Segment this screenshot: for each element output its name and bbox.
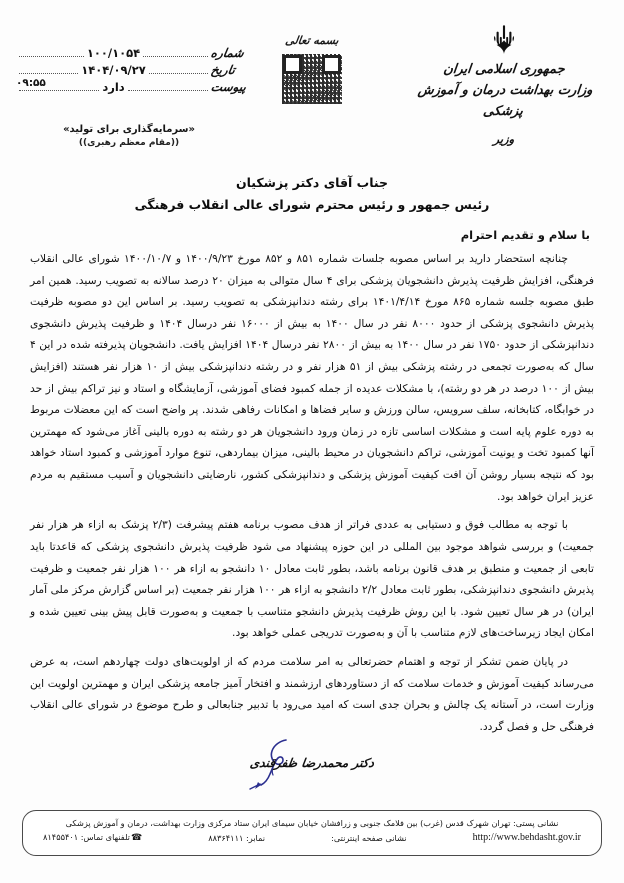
phone-number xyxy=(43,832,142,843)
website-label: نشانی صفحه اینترنتی: xyxy=(331,832,407,843)
iran-emblem-icon xyxy=(487,22,521,56)
minister-label: وزیر xyxy=(492,132,516,147)
dotted-leader xyxy=(19,48,84,57)
attachment-row xyxy=(16,80,251,94)
website-url[interactable]: http://www.behdasht.gov.ir xyxy=(472,832,581,844)
body-paragraph: در پایان ضمن تشکر از توجه و اهتمام حضرتعالی به امر سلامت مردم که از اولویت‌های دولت چهاردهم است، به عرض می‌رساند کیفیت آموزش و خدمات سلامت که از دستاوردهای ارزشمند و افتخار آمیز جامعه پزشکی ایران و مهمترین اولویت این وزارت است، در آستانه یک چالش و بحران جدی است که امید می‌رود با تدبیر جنابعالی و طرح موضوع در شورای عالی انقلاب فرهنگی حل و فصل گردد. xyxy=(30,654,594,733)
year-slogan xyxy=(34,122,224,151)
registration-number-row xyxy=(16,46,251,60)
registration-date-value: ۱۴۰۴/۰۹/۲۷ xyxy=(81,63,146,77)
republic-name: جمهوری اسلامی ایران xyxy=(442,62,566,77)
footer-contact-box xyxy=(22,810,602,856)
basmala-block xyxy=(252,34,372,105)
letterhead xyxy=(0,0,624,165)
dotted-leader xyxy=(149,65,208,74)
greeting-line: با سلام و تقدیم احترام xyxy=(460,228,590,242)
registration-number-value: ۱۰۰/۱۰۵۴ xyxy=(86,46,141,60)
registration-date-row xyxy=(16,63,251,77)
letter-body xyxy=(30,248,594,737)
registration-number-label: شماره xyxy=(209,46,245,60)
ministry-identity xyxy=(404,22,604,146)
attachment-label: پیوست xyxy=(209,80,248,94)
signer-name: دکتر محمدرضا ظفرقندی xyxy=(249,756,375,770)
recipient-title: رئیس جمهور و رئیس محترم شورای عالی انقلاب فرهنگی xyxy=(134,196,490,212)
contact-row xyxy=(39,832,585,843)
registration-stamp xyxy=(16,46,251,97)
fax-label: نمابر: xyxy=(245,832,266,843)
dotted-leader xyxy=(19,65,78,74)
qr-code xyxy=(281,53,343,105)
phone-value: ۸۱۴۵۵۴۰۱ xyxy=(43,832,79,843)
recipient-name: جناب آقای دکتر پزشکیان xyxy=(235,175,389,190)
ministry-name: وزارت بهداشت درمان و آموزش پزشکی xyxy=(417,82,594,119)
fax-value: ۸۸۳۶۴۱۱۱ xyxy=(208,832,244,843)
phone-label: تلفنهای تماس: xyxy=(80,832,130,843)
registration-time: ۰۹:۵۵ xyxy=(16,77,46,89)
telephone-icon: ☎ xyxy=(130,833,143,844)
slogan-attribution: ((مقام معظم رهبری)) xyxy=(78,138,180,148)
registration-date-label: تاریخ xyxy=(209,63,237,77)
postal-address: نشانی پستی: تهران شهرک قدس (غرب) بین فلامک جنوبی و زرافشان خیابان سیمای ایران ستاد مرکزی وزارت بهداشت، درمان و آموزش پزشکی xyxy=(65,818,559,828)
basmala-text: بسمه تعالی xyxy=(284,34,340,47)
attachment-value: دارد xyxy=(102,80,125,94)
dotted-leader xyxy=(128,82,208,91)
body-paragraph: چنانچه استحضار دارید بر اساس مصوبه جلسات شماره ۸۵۱ و ۸۵۲ مورخ ۱۴۰۰/۹/۲۳ و ۱۴۰۰/۱۰/۷ شورای عالی انقلاب فرهنگی، افزایش ظرفیت پذیرش دانشجویان پزشکی برای ۴ سال متوالی به میزان ۲۰ درصد سالانه به تصویب رسید. همین امر طبق مصوبه جلسه شماره ۸۶۵ مورخ ۱۴۰۱/۴/۱۴ برای رشته دندانپزشکی به تصویب رسید. بر اساس این دو مصوبه ظرفیت پذیرش دانشجوی پزشکی از حدود ۸۰۰۰ نفر در سال ۱۴۰۰ به بیش از ۱۶۰۰۰ نفر درسال ۱۴۰۴ و ظرفیت پذیرش دانشجوی دندانپزشکی از حدود ۱۷۵۰ نفر در سال ۱۴۰۰ به بیش از ۲۸۰۰ نفر درسال ۱۴۰۴ افزایش یافت. دانشجویان پذیرفته شده در این ۴ سال که به‌صورت تجمعی در رشته پزشکی بیش از ۵۱ هزار نفر و در رشته دندانپزشکی بیش از ۱۰ هزار نفر هستند (افزایش بیش از ۱۰۰ درصد در هر دو رشته)، با مشکلات عدیده از جمله کمبود فضای آموزشی، آزمایشگاه و استاد و نیز تراکم بیش از حد در خوابگاه، کتابخانه، سلف سرویس، سالن ورزش و سایر فضاها و امکانات رفاهی شدند. پر واضح است که این معضلات مربوط به دوره علوم پایه است و مشکلات اساسی تازه در زمان ورود دانشجویان هر دو رشته به دوره بالینی آغاز می‌شود که مهمترین آنها کمبود تخت و یونیت آموزشی، تراکم دانشجویان در محیط بالینی، میزان بیمار‌دهی، تنوع موارد آموزشی و کمبود استاد خواهد بود که نتیجه بسیار روشن آن افت کیفیت آموزش پزشکی و دندانپزشکی کشور، نارضایتی دانشجویان و آسیب مستقیم به مردم عزیز ایران خواهد بود. xyxy=(30,252,595,503)
recipient-block xyxy=(28,172,596,216)
slogan-main-text: «سرمایه‌گذاری برای تولید» xyxy=(63,124,195,135)
signature-block xyxy=(0,752,624,771)
fax-number xyxy=(208,833,265,843)
dotted-leader xyxy=(143,48,208,57)
body-paragraph: با توجه به مطالب فوق و دستیابی به عددی فراتر از هدف مصوب برنامه هفتم پیشرفت (۲/۳ پزشک به ازاء هر هزار نفر جمعیت) و بررسی شواهد موجود بین المللی در این حوزه پیشنهاد می شود ظرفیت پذیرش دانشجوی پزشکی که قاعدتا باید تابعی از جمعیت و منطبق بر هدف قانون برنامه باشد، بطور ثابت معادل ۱۰ دانشجو به ازاء هر ۱۰۰ هزار نفر جمعیت و ظرفیت پذیرش دانشجوی دندانپزشکی، بطور ثابت معادل ۲/۲ دانشجو به ازاء هر ۱۰۰ هزار نفر جمعیت (بر اساس گزارش مرکز ملی آمار ایران) در هر سال تعیین شود. با این روش ظرفیت پذیرش دانشجو متناسب با جمعیت و به‌صورت قابل پیش بینی تعیین شده و امکان ایجاد زیرساخت‌های لازم متناسب با آن و به‌صورت تدریجی عملی خواهد بود. xyxy=(30,518,595,640)
